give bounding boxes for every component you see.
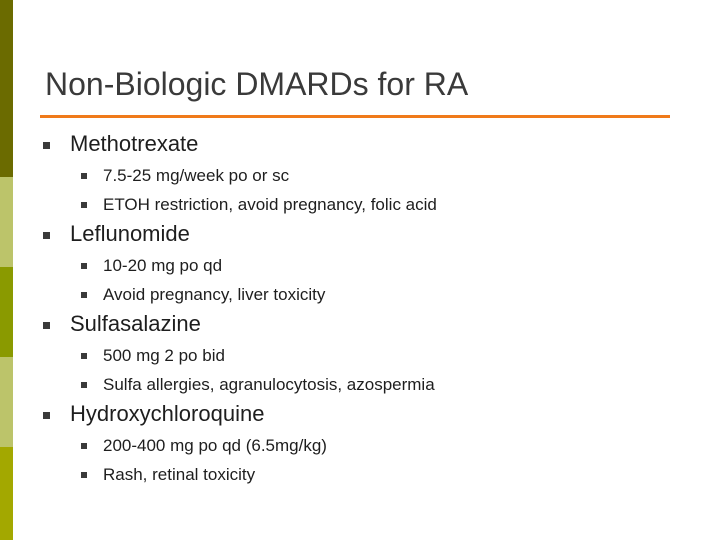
sub-list-item-label: 200-400 mg po qd (6.5mg/kg) <box>103 436 327 455</box>
list-item-label: Methotrexate <box>70 131 199 156</box>
sub-list-item-label: 500 mg 2 po bid <box>103 346 225 365</box>
sub-list-item-label: 10-20 mg po qd <box>103 256 223 275</box>
sub-list-item <box>40 432 700 461</box>
list-item <box>40 400 700 432</box>
sidebar-segment <box>0 447 13 540</box>
square-bullet-icon <box>81 443 87 449</box>
list-item-label: Hydroxychloroquine <box>70 401 265 426</box>
list-item <box>40 310 700 342</box>
sub-list-item <box>40 191 700 220</box>
square-bullet-icon <box>81 202 87 208</box>
sub-list-item <box>40 342 700 371</box>
sub-list-item <box>40 371 700 400</box>
list-item <box>40 220 700 252</box>
square-bullet-icon <box>43 142 50 149</box>
list-group <box>40 310 700 400</box>
sidebar-segment <box>0 357 13 447</box>
square-bullet-icon <box>81 173 87 179</box>
title-underline <box>40 115 670 118</box>
list-item <box>40 130 700 162</box>
sub-list-item <box>40 252 700 281</box>
list-group <box>40 130 700 220</box>
sidebar-segment <box>0 177 13 267</box>
square-bullet-icon <box>43 412 50 419</box>
square-bullet-icon <box>43 322 50 329</box>
slide-title: Non-Biologic DMARDs for RA <box>45 66 469 102</box>
sub-list-item-label: Rash, retinal toxicity <box>103 465 256 484</box>
square-bullet-icon <box>81 472 87 478</box>
sidebar-segment <box>0 267 13 357</box>
list-group <box>40 220 700 310</box>
list-item-label: Leflunomide <box>70 221 190 246</box>
sub-list-item <box>40 162 700 191</box>
square-bullet-icon <box>81 263 87 269</box>
square-bullet-icon <box>81 382 87 388</box>
list-item-label: Sulfasalazine <box>70 311 201 336</box>
sub-list-item-label: Avoid pregnancy, liver toxicity <box>103 285 326 304</box>
sub-list-item <box>40 281 700 310</box>
square-bullet-icon <box>81 292 87 298</box>
sub-list-item <box>40 461 700 490</box>
sub-list-item-label: Sulfa allergies, agranulocytosis, azospermia <box>103 375 435 394</box>
sub-list-item-label: ETOH restriction, avoid pregnancy, folic acid <box>103 195 437 214</box>
decorative-sidebar <box>0 0 13 540</box>
square-bullet-icon <box>81 353 87 359</box>
bullet-list <box>40 130 700 490</box>
sidebar-segment <box>0 0 13 177</box>
list-group <box>40 400 700 490</box>
sub-list-item-label: 7.5-25 mg/week po or sc <box>103 166 290 185</box>
square-bullet-icon <box>43 232 50 239</box>
